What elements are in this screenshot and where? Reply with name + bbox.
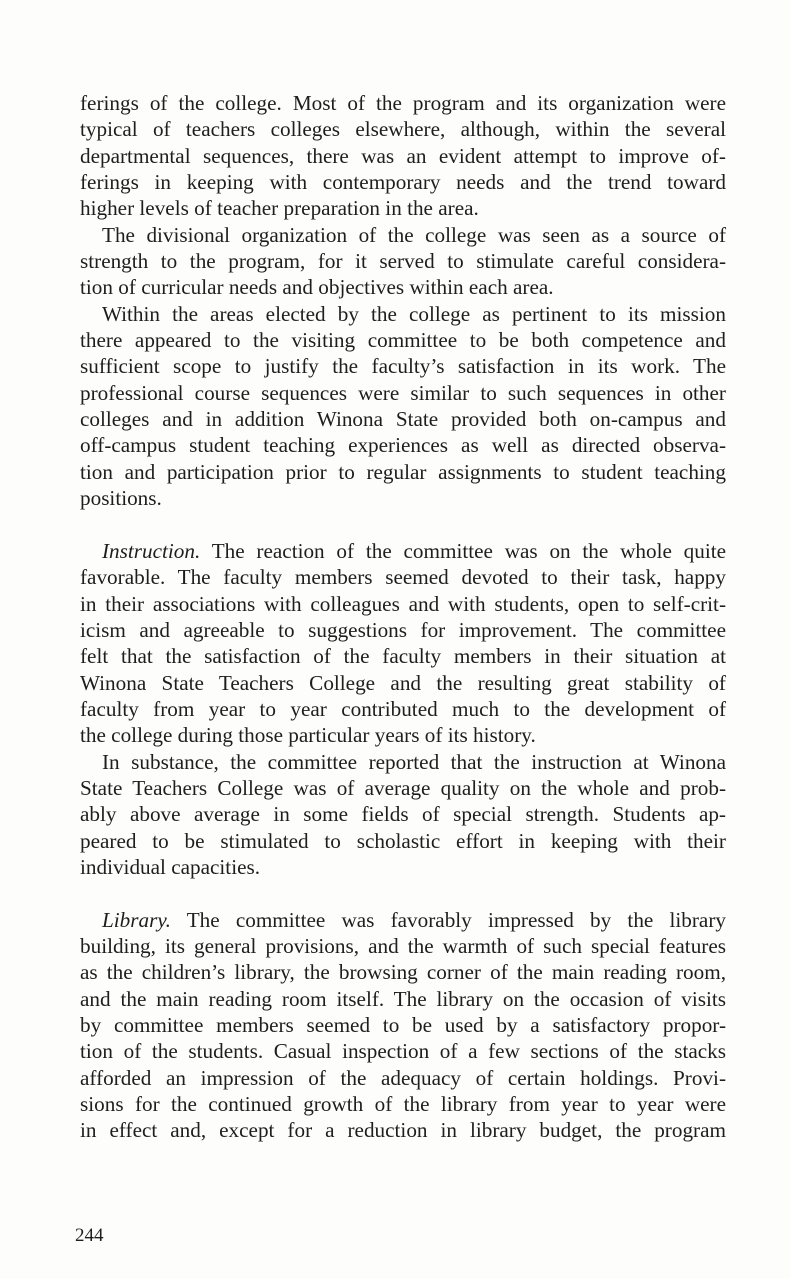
text-line: ferings of the college. Most of the program and its organization were bbox=[80, 91, 726, 115]
paragraph-curriculum-continuation bbox=[80, 90, 726, 222]
paragraph-areas-elected bbox=[80, 301, 726, 512]
text-line: there appeared to the visiting committee to be both competence and bbox=[80, 328, 726, 353]
text-line-rest: The committee was favorably impressed by the library bbox=[186, 907, 726, 932]
text-line: off-campus student teaching experiences as well as directed observa- bbox=[80, 433, 726, 458]
text-line: individual capacities. bbox=[80, 854, 261, 879]
run-in-heading-instruction: Instruction. bbox=[102, 538, 201, 563]
text-line: professional course sequences were similar to such sequences in other bbox=[80, 380, 726, 405]
text-line: as the children’s library, the browsing corner of the main reading room, bbox=[80, 960, 726, 985]
text-line: tion of curricular needs and objectives within each area. bbox=[80, 275, 554, 300]
section-library bbox=[80, 907, 726, 1144]
text-line: strength to the program, for it served to stimulate careful considera- bbox=[80, 249, 726, 274]
text-line: positions. bbox=[80, 486, 162, 511]
text-line bbox=[80, 907, 726, 933]
text-line: afforded an impression of the adequacy of certain holdings. Provi- bbox=[80, 1065, 726, 1090]
text-line: The divisional organization of the college was seen as a source of bbox=[102, 222, 726, 247]
paragraph-in-substance bbox=[80, 749, 726, 881]
text-line: in effect and, except for a reduction in library budget, the program bbox=[80, 1118, 726, 1143]
text-line: State Teachers College was of average quality on the whole and prob- bbox=[80, 775, 726, 800]
text-line: In substance, the committee reported that the instruction at Winona bbox=[102, 749, 726, 774]
section-spacer bbox=[80, 512, 726, 538]
text-line: the college during those particular years of its history. bbox=[80, 723, 536, 748]
text-line: icism and agreeable to suggestions for improvement. The committee bbox=[80, 617, 726, 642]
text-line: building, its general provisions, and the warmth of such special features bbox=[80, 934, 726, 958]
text-line: Winona State Teachers College and the resulting great stability of bbox=[80, 670, 726, 695]
text-line-rest: The reaction of the committee was on the whole quite bbox=[211, 538, 727, 563]
paragraph-divisional-organization bbox=[80, 222, 726, 301]
text-line: colleges and in addition Winona State provided both on-campus and bbox=[80, 407, 726, 432]
text-line: and the main reading room itself. The library on the occasion of visits bbox=[80, 986, 726, 1011]
text-line: sufficient scope to justify the faculty’s satisfaction in its work. The bbox=[80, 354, 726, 379]
text-line: faculty from year to year contributed much to the development of bbox=[80, 696, 726, 721]
text-line: favorable. The faculty members seemed devoted to their task, happy bbox=[80, 565, 726, 590]
section-spacer bbox=[80, 880, 726, 906]
text-line: ably above average in some fields of special strength. Students ap- bbox=[80, 802, 726, 827]
text-line: sions for the continued growth of the library from year to year were bbox=[80, 1092, 726, 1117]
text-line: higher levels of teacher preparation in the area. bbox=[80, 196, 479, 221]
text-line: typical of teachers colleges elsewhere, although, within the several bbox=[80, 117, 726, 142]
section-instruction bbox=[80, 538, 726, 749]
text-line: Within the areas elected by the college as pertinent to its mission bbox=[102, 301, 726, 326]
text-line: tion and participation prior to regular assignments to student teaching bbox=[80, 459, 726, 484]
text-line: departmental sequences, there was an evident attempt to improve of- bbox=[80, 143, 726, 168]
text-line: peared to be stimulated to scholastic effort in keeping with their bbox=[80, 828, 726, 853]
text-line bbox=[80, 538, 726, 564]
text-line: felt that the satisfaction of the faculty members in their situation at bbox=[80, 644, 726, 669]
text-line: tion of the students. Casual inspection of a few sections of the stacks bbox=[80, 1039, 726, 1064]
text-line: in their associations with colleagues and with students, open to self-crit- bbox=[80, 591, 726, 616]
text-line: by committee members seemed to be used by a satisfactory propor- bbox=[80, 1013, 726, 1038]
page-number: 244 bbox=[75, 1225, 104, 1246]
run-in-heading-library: Library. bbox=[102, 907, 171, 932]
body-text bbox=[80, 90, 726, 1144]
text-line: ferings in keeping with contemporary needs and the trend toward bbox=[80, 170, 726, 195]
